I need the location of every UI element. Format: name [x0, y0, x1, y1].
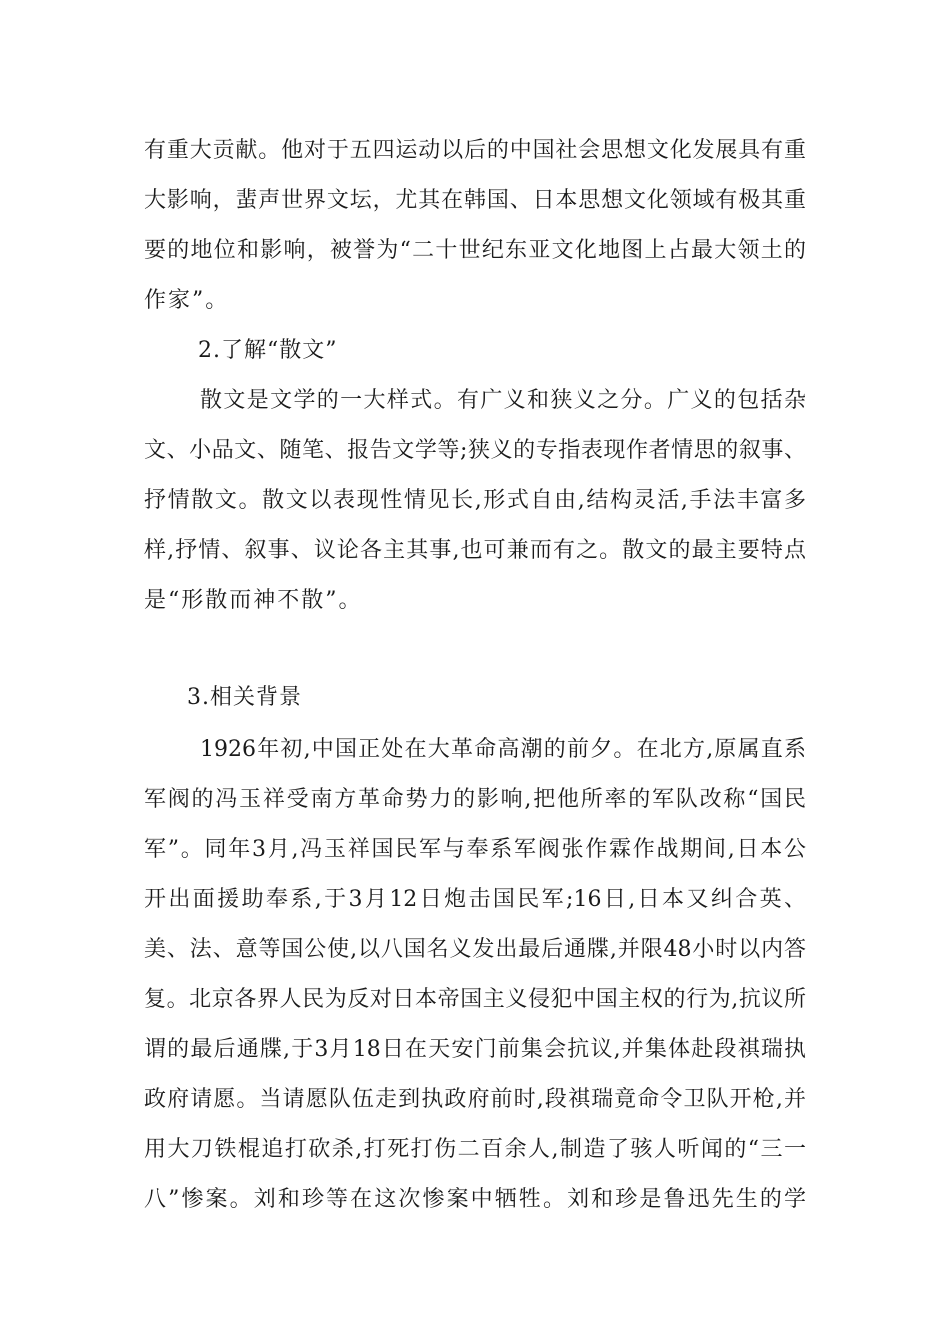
paragraph-line: 八”惨案。刘和珍等在这次惨案中牺牲。刘和珍是鲁迅先生的学 [144, 1187, 806, 1212]
paragraph-line: 军阀的冯玉祥受南方革命势力的影响,把他所率的军队改称“国民 [144, 787, 806, 812]
section-heading: 2.了解“散文” [198, 338, 338, 363]
paragraph-line: 是“形散而神不散”。 [144, 588, 363, 613]
paragraph-line: 作家”。 [144, 288, 230, 313]
paragraph-line: 有重大贡献。他对于五四运动以后的中国社会思想文化发展具有重 [144, 138, 806, 163]
paragraph-line: 1926年初,中国正处在大革命高潮的前夕。在北方,原属直系 [200, 737, 806, 762]
paragraph-line: 复。北京各界人民为反对日本帝国主义侵犯中国主权的行为,抗议所 [144, 987, 806, 1012]
paragraph-line: 散文是文学的一大样式。有广义和狭义之分。广义的包括杂 [200, 388, 806, 413]
paragraph-line: 开出面援助奉系,于3月12日炮击国民军;16日,日本又纠合英、 [144, 887, 806, 912]
paragraph-line: 抒情散文。散文以表现性情见长,形式自由,结构灵活,手法丰富多 [144, 488, 806, 513]
paragraph-line: 文、小品文、随笔、报告文学等;狭义的专指表现作者情思的叙事、 [144, 438, 806, 463]
paragraph-line: 要的地位和影响，被誉为“二十世纪东亚文化地图上占最大领土的 [144, 238, 806, 263]
paragraph-line: 军”。同年3月,冯玉祥国民军与奉系军阀张作霖作战期间,日本公 [144, 837, 806, 862]
paragraph-line: 政府请愿。当请愿队伍走到执政府前时,段祺瑞竟命令卫队开枪,并 [144, 1087, 806, 1112]
paragraph-line: 用大刀铁棍追打砍杀,打死打伤二百余人,制造了骇人听闻的“三一 [144, 1137, 806, 1162]
paragraph-line: 大影响，蜚声世界文坛，尤其在韩国、日本思想文化领域有极其重 [144, 188, 806, 213]
paragraph-line: 谓的最后通牒,于3月18日在天安门前集会抗议,并集体赴段祺瑞执 [144, 1037, 806, 1062]
paragraph-line: 美、法、意等国公使,以八国名义发出最后通牒,并限48小时以内答 [144, 937, 806, 962]
section-heading: 3.相关背景 [187, 685, 302, 710]
paragraph-line: 样,抒情、叙事、议论各主其事,也可兼而有之。散文的最主要特点 [144, 538, 806, 563]
